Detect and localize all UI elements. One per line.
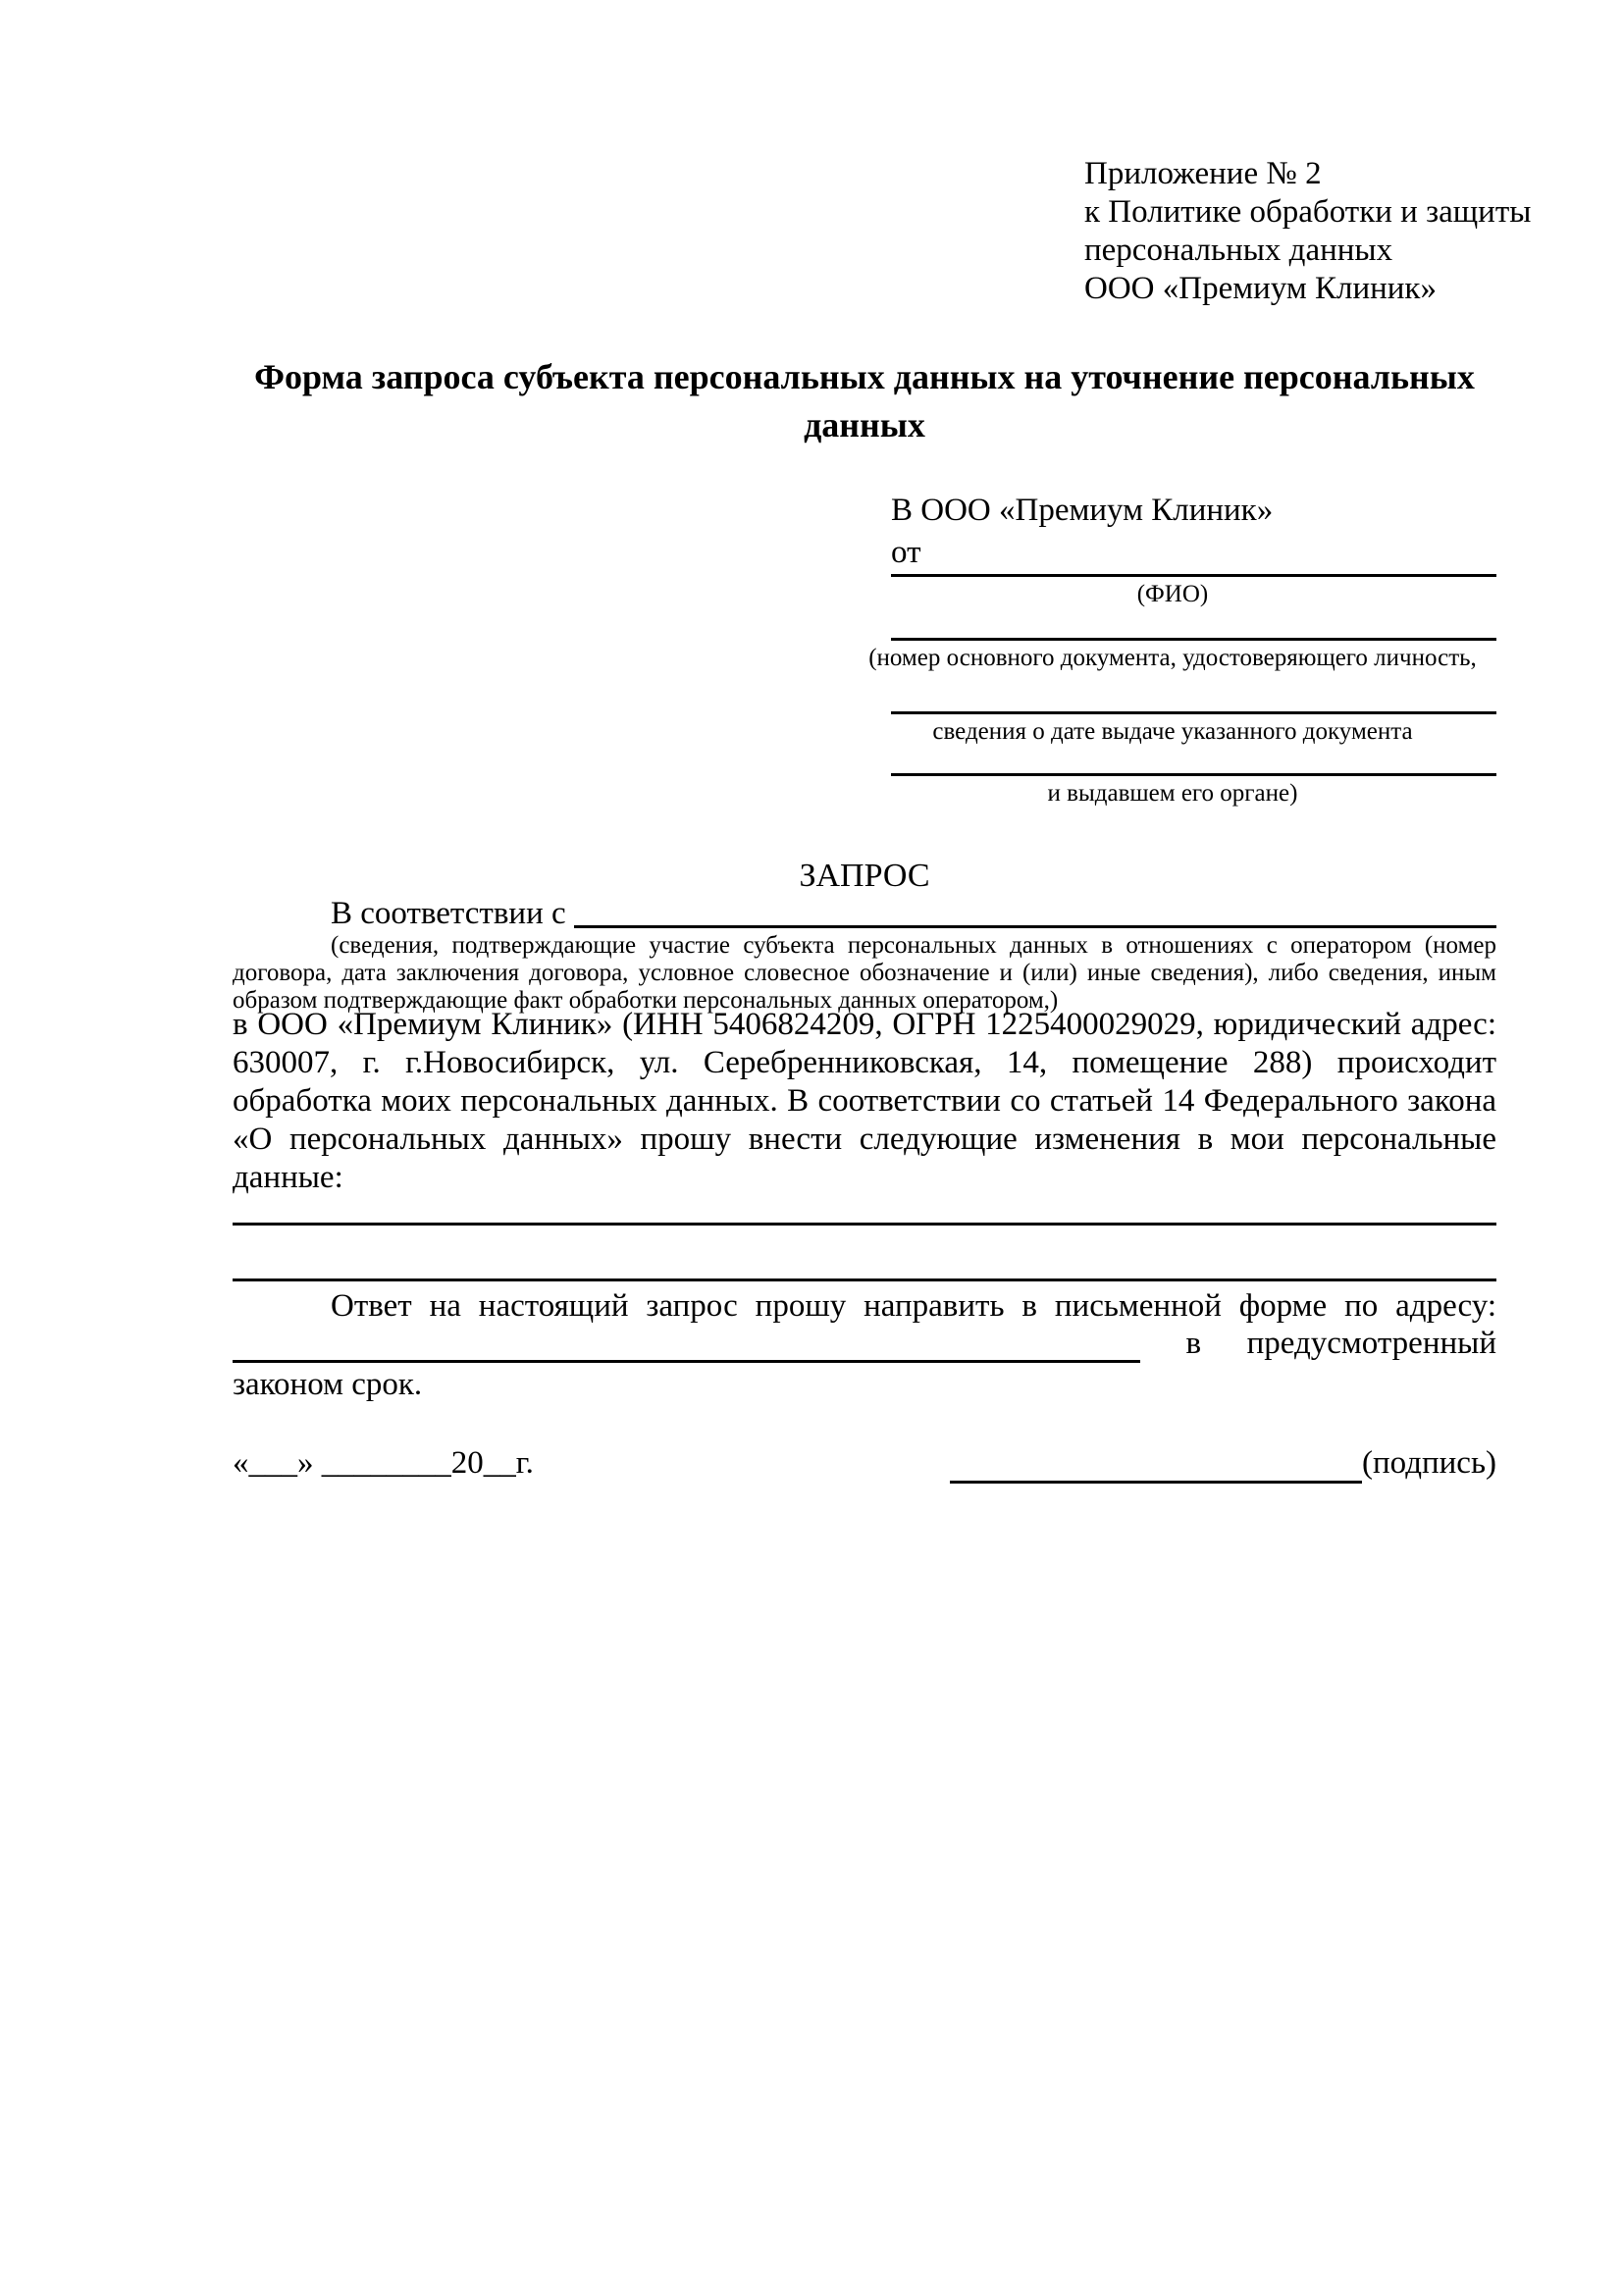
address-blank-line bbox=[233, 1326, 1140, 1363]
reply-last-line: законом срок. bbox=[233, 1367, 423, 1402]
date-signature-row bbox=[233, 1442, 1496, 1484]
document-number-caption: (номер основного документа, удостоверяющего личность, bbox=[868, 645, 1477, 671]
addressee-from: от bbox=[891, 535, 921, 570]
appendix-block bbox=[1084, 155, 1536, 308]
request-heading: ЗАПРОС bbox=[799, 858, 930, 894]
addressee-to: В ООО «Премиум Клиник» bbox=[891, 493, 1274, 528]
fio-caption: (ФИО) bbox=[1136, 581, 1209, 607]
date-blank-field: «___» ________20__г. bbox=[233, 1445, 534, 1481]
issue-date-caption: сведения о дате выдаче указанного документа bbox=[932, 718, 1413, 745]
body-paragraph: в ООО «Премиум Клиник» (ИНН 5406824209, ОГРН 1225400029029, юридический адрес: 630007, г. г.Новосибирск, ул. Серебренниковская, 14, помещение 288) происходит обработка моих персональных данных. В соответствии со статьей 14 Федерального закона «О персональных данных» прошу внести следующие изменения в мои персональные данные: bbox=[233, 1007, 1496, 1195]
document-number-blank-line bbox=[891, 638, 1496, 641]
issuing-authority-blank-line bbox=[891, 773, 1496, 776]
accordance-lead: В соответствии с bbox=[331, 896, 574, 931]
reply-word-prescribed: предусмотренный bbox=[1246, 1326, 1496, 1361]
appendix-line: Приложение № 2 bbox=[1084, 156, 1322, 191]
appendix-line: персональных данных bbox=[1084, 233, 1393, 268]
signature-blank-line bbox=[950, 1444, 1362, 1484]
reply-paragraph: Ответ на настоящий запрос прошу направить в письменной форме по адресу: bbox=[331, 1288, 1496, 1324]
signature-group bbox=[950, 1442, 1496, 1484]
appendix-line: ООО «Премиум Клиник» bbox=[1084, 271, 1437, 306]
issue-date-blank-line bbox=[891, 711, 1496, 714]
appendix-line: к Политике обработки и защиты bbox=[1084, 194, 1532, 230]
signature-caption: (подпись) bbox=[1362, 1445, 1496, 1481]
fio-blank-line bbox=[891, 574, 1496, 577]
reply-address-row bbox=[233, 1324, 1496, 1363]
accordance-blank-line bbox=[574, 894, 1496, 928]
details-blank-line-2 bbox=[233, 1278, 1496, 1281]
reply-word-in: в bbox=[1185, 1326, 1202, 1361]
accordance-row bbox=[233, 894, 1496, 933]
form-title: Форма запроса субъекта персональных данных на уточнение персональных данных bbox=[254, 357, 1475, 444]
details-blank-line-1 bbox=[233, 1223, 1496, 1226]
issuing-authority-caption: и выдавшем его органе) bbox=[1047, 780, 1298, 807]
fine-print: (сведения, подтверждающие участие субъекта персональных данных в отношениях с оператором (номер договора, дата заключения договора, условное словесное обозначение и (или) иные сведения), либо сведения, иным образом подтверждающие факт обработки персональных данных оператором,) bbox=[233, 932, 1496, 1014]
